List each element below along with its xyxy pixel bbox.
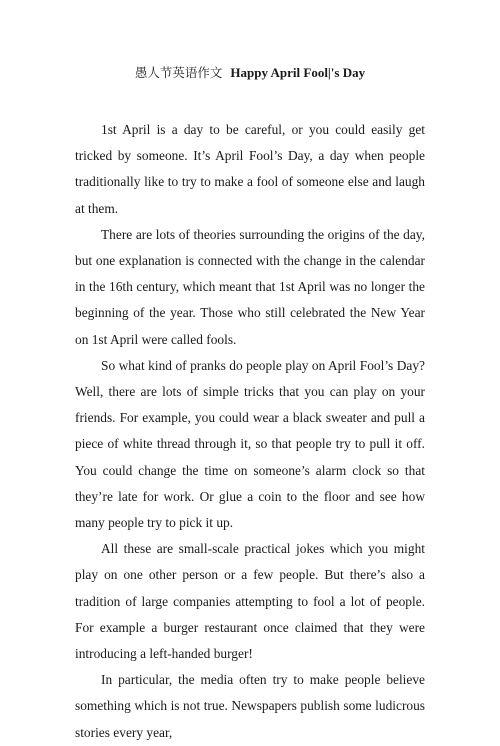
page-title [0,64,500,82]
paragraph-3: So what kind of pranks do people play on April Fool’s Day? Well, there are lots of simple tricks that you can play on your friends. For example, you could wear a black sweater and pull a piece of white thread through it, so that people try to pull it off. You could change the time on someone’s alarm clock so that they’re late for work. Or glue a coin to the floor and see how many people try to pick it up. [75,357,425,531]
title-chinese: 愚人节英语作文 [134,65,223,80]
paragraph-5: In particular, the media often try to make people believe something which is not true. Newspapers publish some ludicrous stories every year, [75,672,425,740]
paragraph-4: All these are small-scale practical jokes which you might play on one other person or a few people. But there’s also a tradition of large companies attempting to fool a lot of people. For example a burger restaurant once claimed that they were introducing a left-handed burger! [75,541,425,662]
paragraph-2: There are lots of theories surrounding the origins of the day, but one explanation is connected with the change in the calendar in the 16th century, which meant that 1st April was no longer the beginning of the year. Those who still celebrated the New Year on 1st April were called fools. [75,226,425,347]
paragraph-1: 1st April is a day to be careful, or you could easily get tricked by someone. It’s April Fool’s Day, a day when people traditionally like to try to make a fool of someone else and laugh at them. [75,122,425,216]
title-english: Happy April Fool|'s Day [230,65,366,80]
essay-body [75,117,425,746]
